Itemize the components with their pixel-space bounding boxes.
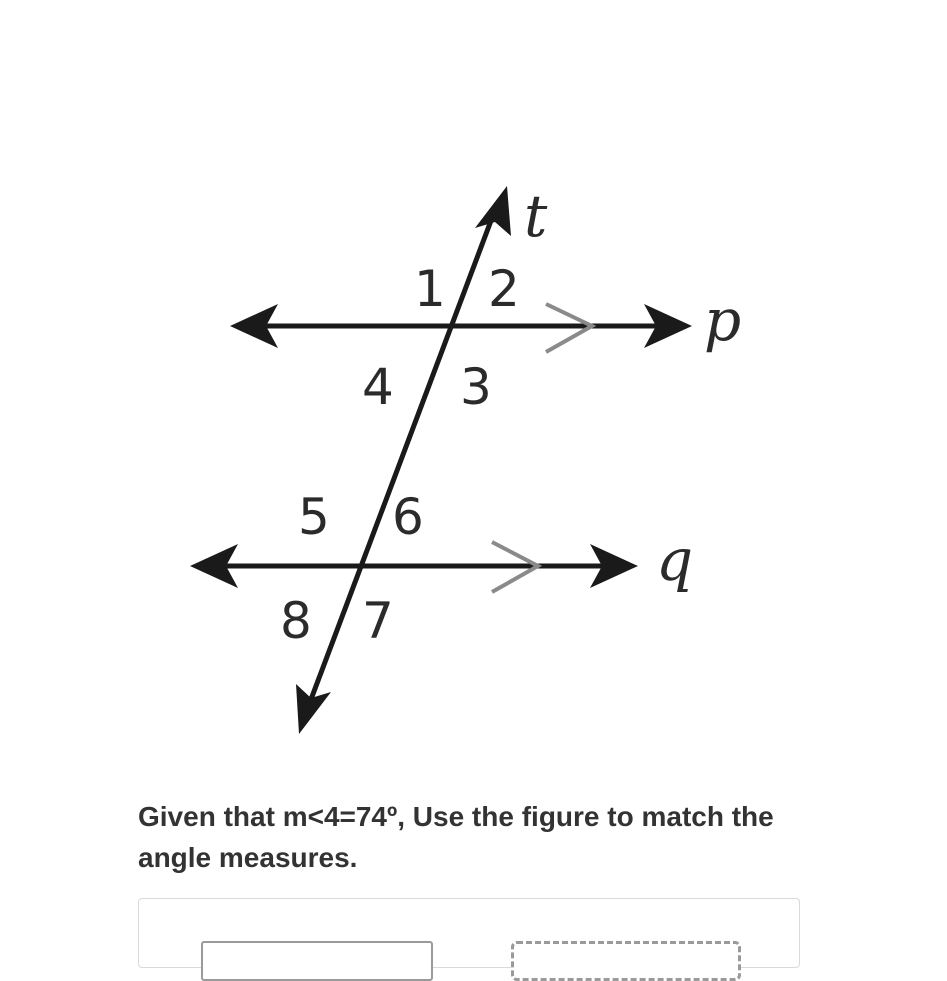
- angle-8-label: 8: [280, 592, 312, 650]
- line-q: [190, 542, 638, 592]
- draggable-answer-choice[interactable]: [201, 941, 433, 981]
- angle-3-label: 3: [460, 358, 492, 416]
- line-q-label: q: [656, 526, 694, 594]
- transversal-t: [296, 186, 511, 734]
- angle-4-label: 4: [362, 358, 394, 416]
- angle-5-label: 5: [298, 488, 330, 546]
- transversal-label: t: [524, 182, 548, 250]
- angle-6-label: 6: [392, 488, 424, 546]
- matching-answer-panel: [138, 898, 800, 968]
- line-p-label: p: [704, 286, 742, 354]
- angle-1-label: 1: [414, 260, 446, 318]
- line-p: [230, 304, 692, 352]
- angle-7-label: 7: [362, 592, 394, 650]
- angle-2-label: 2: [488, 260, 520, 318]
- transversal-top-arrowhead: [475, 186, 511, 236]
- answer-drop-zone[interactable]: [511, 941, 741, 981]
- question-prompt: Given that m<4=74º, Use the figure to match the angle measures.: [138, 801, 774, 873]
